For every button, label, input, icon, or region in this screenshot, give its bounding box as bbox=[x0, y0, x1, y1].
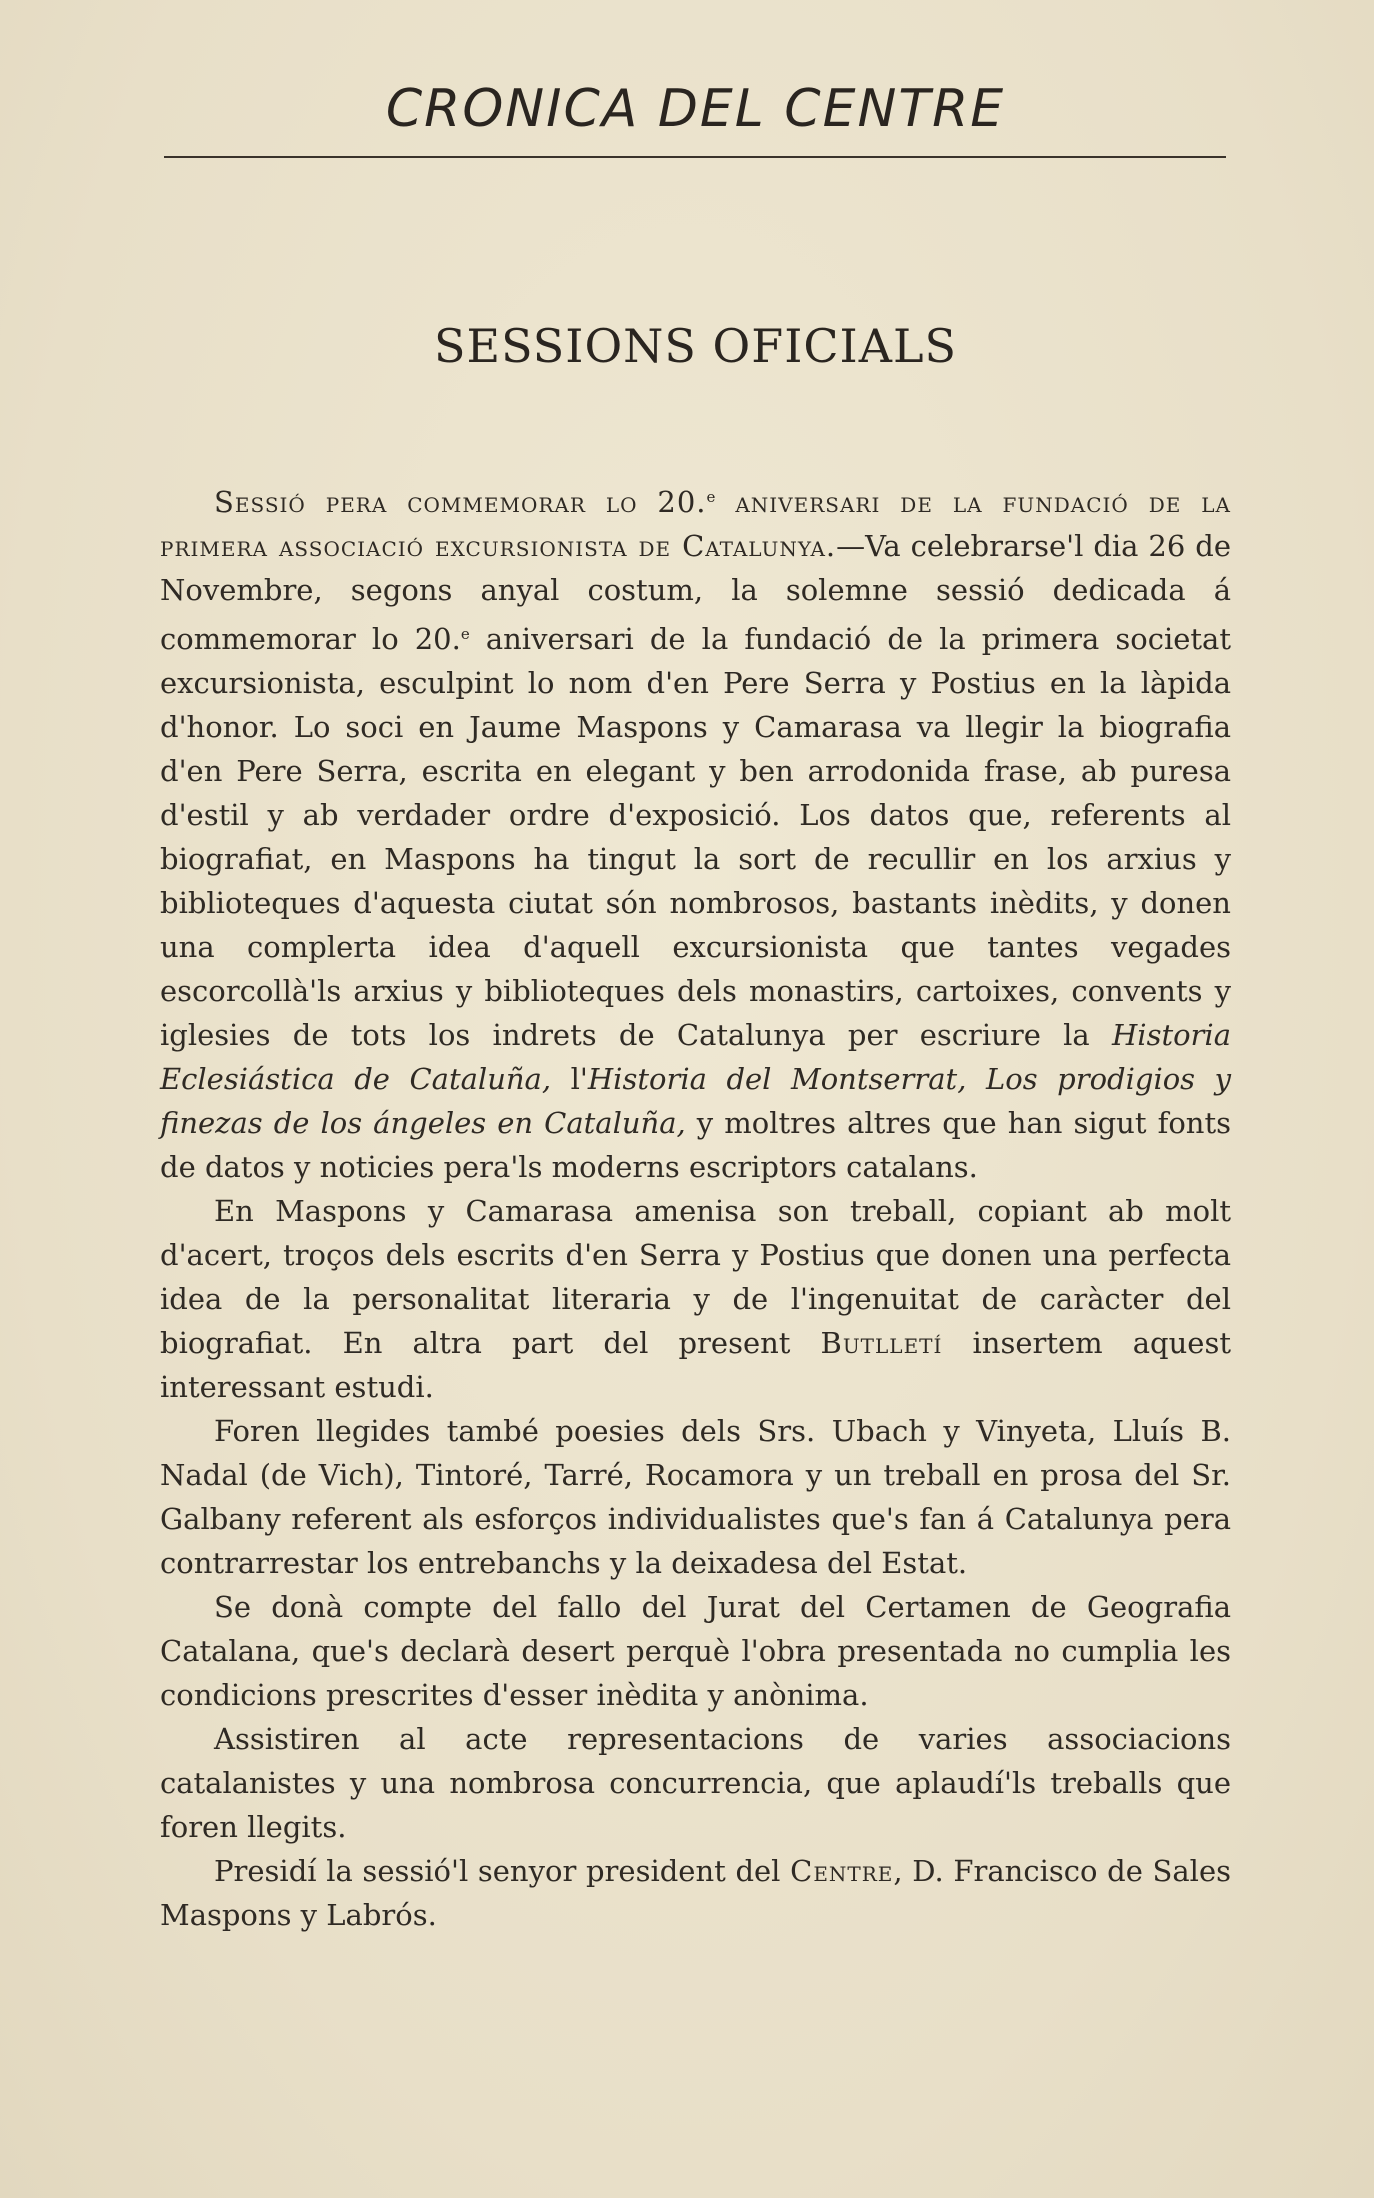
paragraph-1-text-c: l' bbox=[551, 1062, 588, 1096]
paragraph-2 bbox=[160, 1189, 1231, 1409]
paragraph-1-text-b: aniversari de la fundació de la primera societat excursionista, esculpint lo nom d'en Pere Serra y Postius en la làpida d'honor. Lo soci en Jaume Maspons y Camarasa va llegir la biografia d'en Pere Serra, escrita en elegant y ben arrodonida frase, ab puresa d'estil y ab verdader ordre d'exposició. Los datos que, referents al biografiat, en Maspons ha tingut la sort de recullir en los arxius y biblioteques d'aquesta ciutat són nombrosos, bastants inèdits, y donen una complerta idea d'aquell excursionista que tantes vegades escorcollà'ls arxius y biblioteques dels monastirs, cartoixes, convents y iglesies de tots los indrets de Catalunya per escriure la bbox=[160, 622, 1231, 1052]
paragraph-4: Se donà compte del fallo del Jurat del Certamen de Geografia Catalana, que's declarà desert perquè l'obra presentada no cumplia les condicions prescrites d'esser inèdita y anònima. bbox=[160, 1590, 1231, 1712]
article-body bbox=[160, 475, 1231, 1937]
paragraph-1-text-d: y moltres altres que han sigut fonts de datos y noticies pera'ls moderns escriptors catalans. bbox=[160, 1106, 1231, 1184]
paragraph-3: Foren llegides també poesies dels Srs. Ubach y Vinyeta, Lluís B. Nadal (de Vich), Tintoré, Tarré, Rocamora y un treball en prosa del Sr. Galbany referent als esforços individualistes que's fan á Catalunya pera contrarrestar los entrebanchs y la deixadesa del Estat. bbox=[160, 1414, 1231, 1580]
paragraph-1 bbox=[160, 475, 1231, 1189]
book-title-historia-montserrat: Historia del Montserrat, Los prodigios y finezas de los ángeles en Cataluña, bbox=[160, 1062, 1232, 1140]
paragraph-5: Assistiren al acte representacions de varies associacions catalanistes y una nombrosa concurrencia, que aplaudí'ls treballs que foren llegits. bbox=[160, 1722, 1231, 1844]
butlleti-smallcaps: Butlletí bbox=[820, 1326, 943, 1360]
running-title: CRONICA DEL CENTRE bbox=[385, 79, 1006, 139]
lead-heading-sup: e bbox=[706, 488, 716, 506]
paragraph-1-sup: e bbox=[460, 625, 470, 643]
paragraph-6 bbox=[160, 1849, 1231, 1937]
paragraph-2-text-b: insertem aquest interessant estudi. bbox=[160, 1326, 1231, 1404]
book-title-historia-eclesiastica: Historia Eclesiástica de Cataluña, bbox=[160, 1018, 1231, 1096]
section-title: SESSIONS OFICIALS bbox=[433, 319, 958, 373]
centre-smallcaps: Centre bbox=[790, 1854, 894, 1888]
paragraph-6-text-b: , D. Francisco de Sales Maspons y Labrós. bbox=[160, 1854, 1231, 1932]
lead-heading-a: Sessió pera commemorar lo 20. bbox=[214, 485, 707, 519]
lead-heading-b: aniversari de la fundació de la primera associació excursionista de Catalunya. bbox=[160, 485, 1232, 563]
paragraph-1-text-a: —Va celebrarse'l dia 26 de Novembre, segons anyal costum, la solemne sessió dedicada á commemorar lo 20. bbox=[160, 529, 1231, 656]
header-rule bbox=[164, 156, 1226, 158]
paragraph-2-text-a: En Maspons y Camarasa amenisa son treball, copiant ab molt d'acert, troços dels escrits d'en Serra y Postius que donen una perfecta idea de la personalitat literaria y de l'ingenuitat de caràcter del biografiat. En altra part del present bbox=[160, 1194, 1231, 1360]
paragraph-6-text-a: Presidí la sessió'l senyor president del bbox=[214, 1854, 791, 1888]
